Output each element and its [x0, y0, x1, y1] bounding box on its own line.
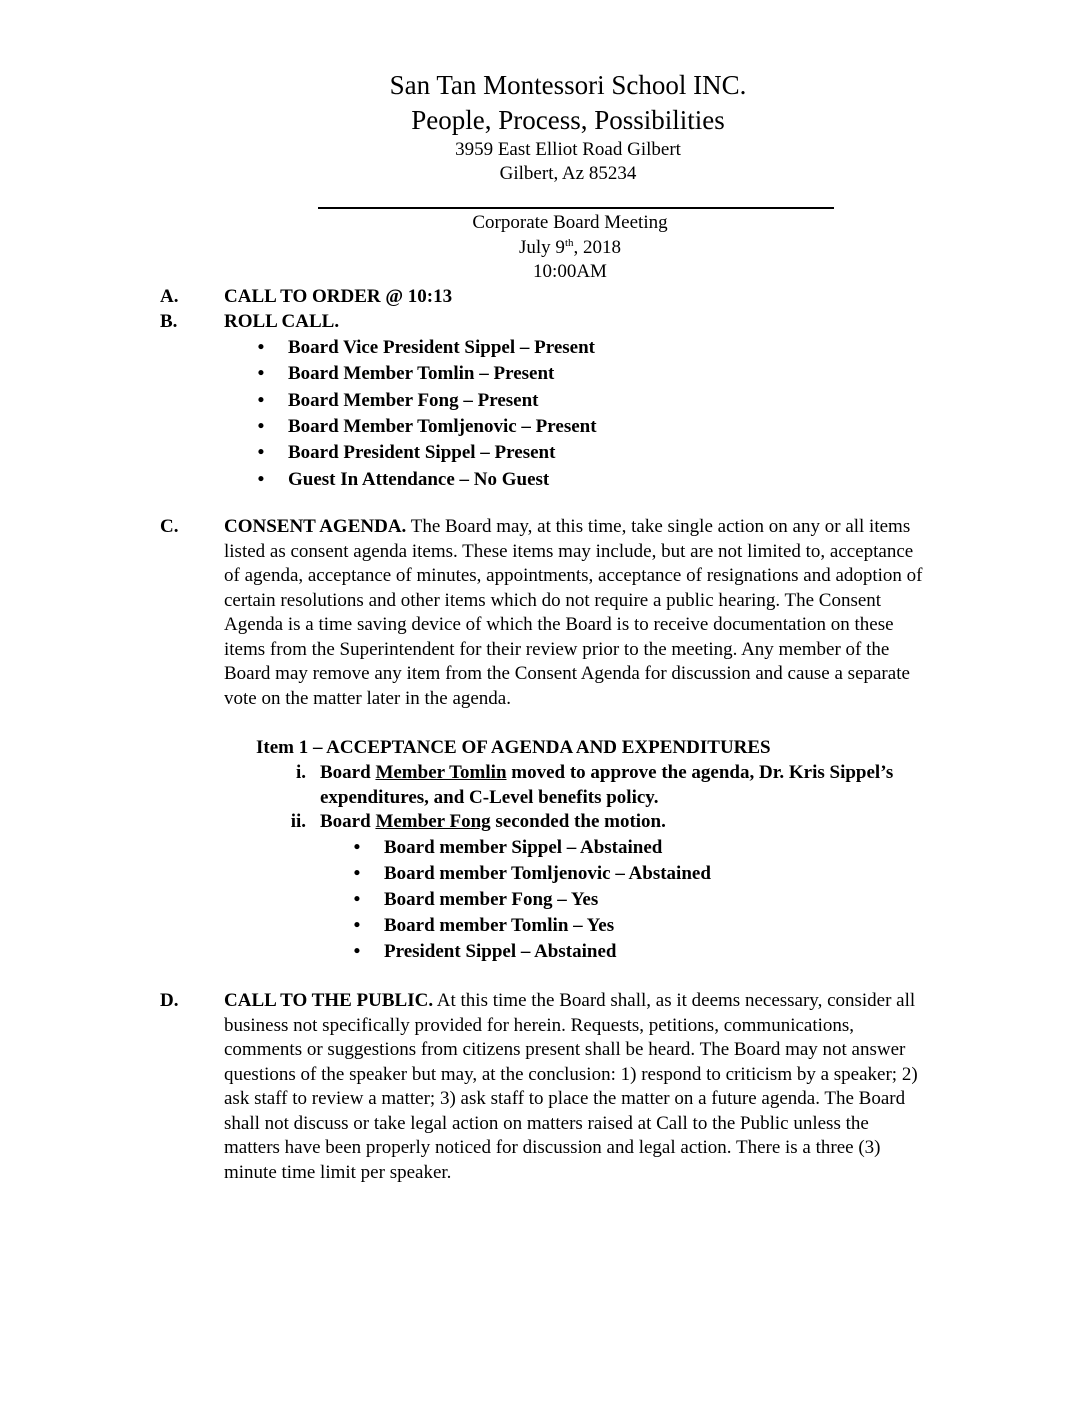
paragraph-line: CONSENT AGENDA. The Board may, at this time, take single action on any or all items [224, 516, 911, 537]
section-b-letter: B. [160, 311, 178, 332]
paragraph-line: vote on the matter later in the agenda. [224, 687, 511, 709]
vote-text: President Sippel – Abstained [384, 941, 617, 963]
bullet-icon: • [353, 915, 361, 937]
attendee-text: Board Member Tomlin – Present [288, 363, 555, 385]
second-text: Board Member Fong seconded the motion. [320, 811, 666, 832]
paragraph-line: certain resolutions and other items which do not require a public hearing. The Consent [224, 589, 882, 611]
address-line-1: 3959 East Elliot Road Gilbert [455, 139, 681, 160]
vote-text: Board member Sippel – Abstained [384, 837, 663, 858]
paragraph-line: business not specifically provided for herein. Requests, petitions, communications, [224, 1014, 855, 1036]
header-divider [318, 207, 834, 209]
paragraph-line: shall not discuss or take legal action on matters raised at Call to the Public unless the [224, 1112, 869, 1134]
roll-call-list [248, 335, 948, 495]
paragraph-line: listed as consent agenda items. These items may include, but are not limited to, acceptance [224, 540, 914, 562]
section-b-heading: ROLL CALL. [224, 311, 340, 332]
bullet-icon: • [257, 389, 265, 411]
section-d-letter: D. [160, 990, 179, 1011]
school-name: San Tan Montessori School INC. [389, 70, 747, 100]
meeting-date: July 9th, 2018 [519, 236, 621, 258]
attendee-text: Board Member Tomljenovic – Present [288, 415, 597, 437]
motion-text: Board Member Tomlin moved to approve the agenda, Dr. Kris Sippel’s expenditures, and C-Level benefits policy. [320, 762, 894, 808]
paragraph-line: CALL TO THE PUBLIC. At this time the Board shall, as it deems necessary, consider all [224, 990, 916, 1011]
vote-text: Board member Tomljenovic – Abstained [384, 863, 711, 885]
bullet-icon: • [353, 941, 361, 963]
vote-list [344, 835, 944, 970]
second-numeral: ii. [290, 811, 306, 832]
bullet-icon: • [353, 889, 361, 911]
section-d-paragraph [224, 989, 1024, 1185]
vote-text: Board member Tomlin – Yes [384, 915, 615, 937]
meeting-type: Corporate Board Meeting [472, 212, 668, 233]
address-line-2: Gilbert, Az 85234 [499, 163, 637, 184]
bullet-icon: • [353, 863, 361, 885]
paragraph-line: Board may remove any item from the Consent Agenda for discussion and cause a separate [224, 663, 910, 684]
bullet-icon: • [257, 337, 265, 358]
meeting-time: 10:00AM [533, 261, 607, 282]
attendee-text: Board Vice President Sippel – Present [288, 337, 595, 358]
bullet-icon: • [353, 837, 361, 858]
section-a-heading: CALL TO ORDER @ 10:13 [224, 286, 453, 307]
paragraph-line: items from the Superintendent for their review prior to the meeting. Any member of the [224, 638, 890, 660]
paragraph-line: comments or suggestions from citizens present shall be heard. The Board may not answer [224, 1039, 906, 1060]
bullet-icon: • [257, 363, 265, 385]
motion-numeral: i. [295, 762, 306, 783]
section-c-paragraph [224, 515, 1024, 711]
item-1-title: Item 1 – ACCEPTANCE OF AGENDA AND EXPENDITURES [256, 737, 771, 758]
bullet-icon: • [257, 415, 265, 437]
paragraph-line: Agenda is a time saving device of which the Board is to receive documentation on these [224, 614, 894, 635]
section-a-letter: A. [160, 286, 179, 307]
paragraph-line: minute time limit per speaker. [224, 1161, 452, 1183]
attendee-text: Board Member Fong – Present [288, 389, 539, 411]
bullet-icon: • [257, 468, 265, 490]
section-c-heading: CONSENT AGENDA. [224, 516, 407, 537]
school-tagline: People, Process, Possibilities [411, 105, 725, 135]
bullet-icon: • [257, 442, 265, 464]
paragraph-line: matters have been properly noticed for discussion and legal action. There is a three (3) [224, 1137, 881, 1158]
attendee-text: Guest In Attendance – No Guest [288, 468, 550, 490]
attendee-text: Board President Sippel – Present [288, 442, 556, 464]
vote-text: Board member Fong – Yes [384, 889, 599, 911]
section-d-heading: CALL TO THE PUBLIC. [224, 990, 434, 1011]
paragraph-line: of agenda, acceptance of minutes, appointments, acceptance of resignations and adoption of [224, 565, 923, 586]
paragraph-line: ask staff to review a matter; 3) ask staff to place the matter on a future agenda. The Board [224, 1088, 906, 1109]
paragraph-line: questions of the speaker but may, at the conclusion: 1) respond to criticism by a speaker; 2) [224, 1063, 918, 1085]
section-c-letter: C. [160, 516, 179, 537]
